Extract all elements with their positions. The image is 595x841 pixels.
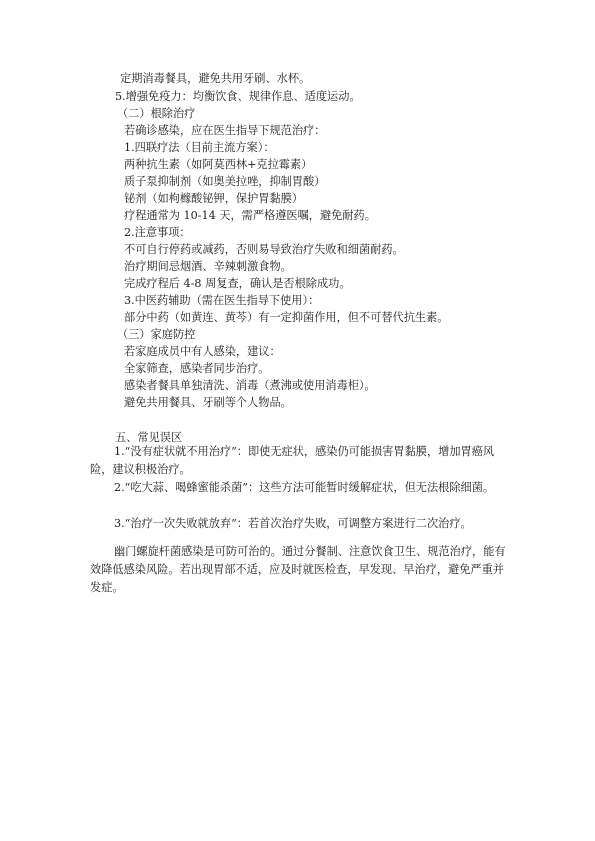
list-item: 感染者餐具单独清洗、消毒（煮沸或使用消毒柜）。 [124, 379, 376, 392]
myth-item: 1.“没有症状就不用治疗”：即使无症状，感染仍可能损害胃黏膜，增加胃癌风险，建议积极治疗。 [90, 445, 495, 476]
list-item: 完成疗程后 4-8 周复查，确认是否根除成功。 [124, 277, 351, 290]
subheading: 1.四联疗法（目前主流方案）： [124, 141, 275, 154]
list-item: 全家筛查，感染者同步治疗。 [124, 362, 270, 375]
conclusion-paragraph: 幽门螺旋杆菌感染是可防可治的。通过分餐制、注意饮食卫生、规范治疗，能有效降低感染风险。若出现胃部不适，应及时就医检查，早发现、早治疗，避免严重并发症。 [90, 545, 506, 594]
text-line: 若确诊感染，应在医生指导下规范治疗： [124, 124, 326, 137]
text-line: 若家庭成员中有人感染，建议： [124, 345, 281, 358]
list-item: 质子泵抑制剂（如奥美拉唑，抑制胃酸） [124, 175, 326, 188]
list-item: 疗程通常为 10-14 天，需严格遵医嘱，避免耐药。 [124, 209, 376, 222]
list-item: 部分中药（如黄连、黄芩）有一定抑菌作用，但不可替代抗生素。 [124, 311, 449, 324]
list-item: 铋剂（如枸橼酸铋钾，保护胃黏膜） [124, 192, 304, 205]
list-item: 治疗期间忌烟酒、辛辣刺激食物。 [124, 260, 292, 273]
section-heading: （二）根除治疗 [117, 107, 196, 120]
section-heading: （三）家庭防控 [117, 328, 196, 341]
myth-item: 3.“治疗一次失败就放弃”：若首次治疗失败，可调整方案进行二次治疗。 [114, 517, 472, 530]
list-item: 不可自行停药或减药，否则易导致治疗失败和细菌耐药。 [124, 243, 404, 256]
subheading: 2.注意事项： [124, 226, 191, 239]
list-item: 避免共用餐具、牙刷等个人物品。 [124, 396, 292, 409]
list-item: 两种抗生素（如阿莫西林+克拉霉素） [124, 158, 313, 171]
section-heading: 五、常见误区 [115, 431, 183, 444]
list-item: 5.增强免疫力：均衡饮食、规律作息、适度运动。 [115, 90, 361, 103]
myth-item: 2.“吃大蒜、喝蜂蜜能杀菌”：这些方法可能暂时缓解症状，但无法根除细菌。 [114, 481, 495, 494]
text-line: 定期消毒餐具，避免共用牙刷、水杯。 [120, 72, 311, 85]
subheading: 3.中医药辅助（需在医生指导下使用）： [124, 294, 320, 307]
